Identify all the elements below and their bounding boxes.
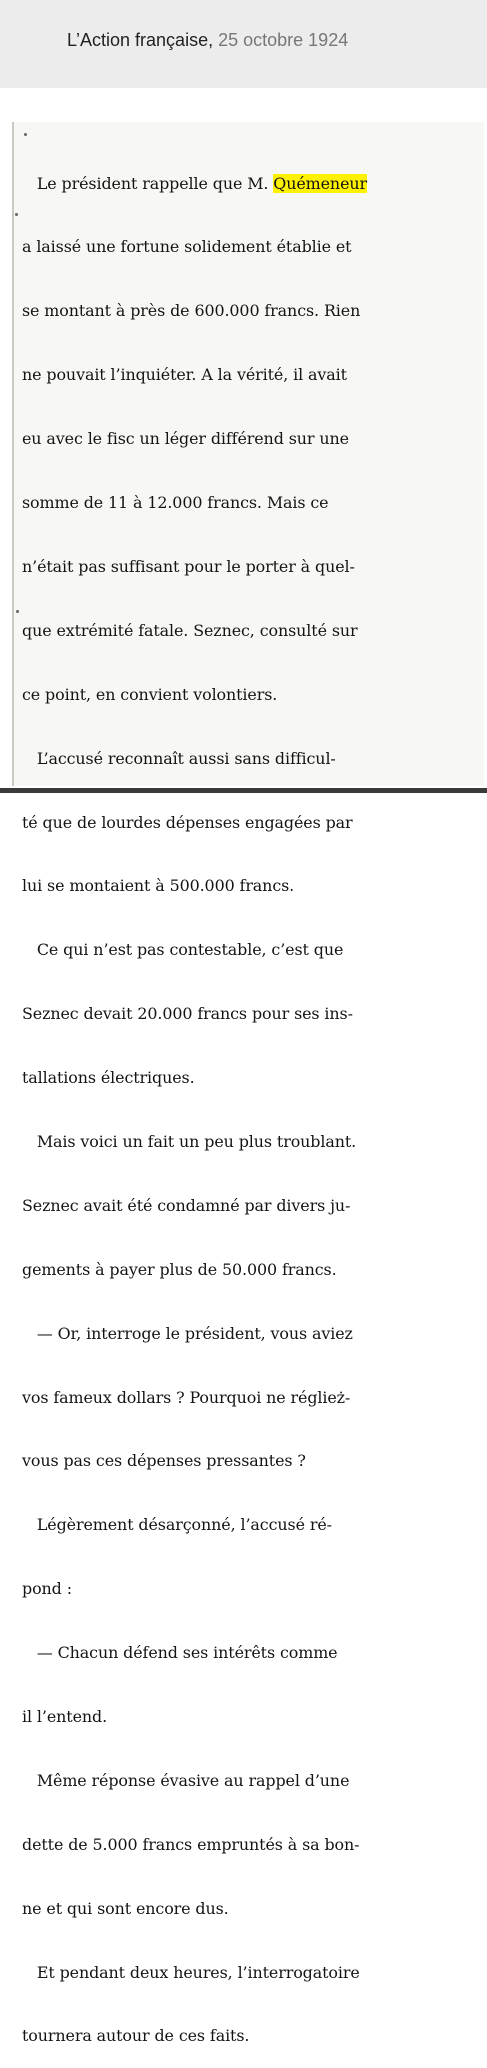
scan-speck — [15, 213, 18, 216]
article-line: L’accusé reconnaît aussi sans difficul- — [22, 748, 336, 768]
article-line: se montant à près de 600.000 francs. Rien — [22, 301, 361, 321]
article-line: lui se montaient à 500.000 francs. — [22, 876, 295, 896]
article-line: n’était pas suffisant pour le porter à quel- — [22, 556, 355, 576]
article-line: il l’entend. — [22, 1706, 108, 1726]
article-line: vous pas ces dépenses pressantes ? — [22, 1451, 306, 1471]
highlighted-name: Quémeneur — [273, 173, 368, 193]
article-line: Légèrement désarçonné, l’accusé ré- — [22, 1515, 332, 1535]
article-line: Mais voici un fait un peu plus troublant. — [22, 1131, 357, 1151]
scan-speck — [24, 133, 27, 136]
article-line: Ce qui n’est pas contestable, c’est que — [22, 940, 344, 960]
scan-speck — [16, 610, 19, 613]
article-line: dette de 5.000 francs empruntés à sa bon- — [22, 1834, 360, 1854]
article-line: té que de lourdes dépenses engagées par — [22, 812, 353, 832]
source-header — [0, 0, 487, 88]
publication-date: 25 octobre 1924 — [218, 30, 349, 50]
source-citation — [67, 28, 348, 52]
article-line: Le président rappelle que M. Quémeneur — [22, 173, 368, 193]
publication-name: L’Action française, — [67, 30, 214, 50]
article-line: ne et qui sont encore dus. — [22, 1898, 229, 1918]
article-line: — Chacun défend ses intérêts comme — [22, 1643, 338, 1663]
article-line: que extrémité fatale. Seznec, consulté sur — [22, 620, 358, 640]
article-line: Et pendant deux heures, l’interrogatoire — [22, 1962, 360, 1982]
bottom-border — [0, 788, 487, 793]
article-line: — Or, interroge le président, vous aviez — [22, 1323, 353, 1343]
article-line: pond : — [22, 1579, 72, 1599]
article-line: eu avec le fisc un léger différend sur une — [22, 429, 349, 449]
article-line: Seznec avait été condamné par divers ju- — [22, 1195, 351, 1215]
article-line: ce point, en convient volontiers. — [22, 684, 278, 704]
article-line: Même réponse évasive au rappel d’une — [22, 1770, 350, 1790]
article-line: Seznec devait 20.000 francs pour ses ins- — [22, 1004, 353, 1024]
article-line: ne pouvait l’inquiéter. A la vérité, il avait — [22, 365, 347, 385]
article-line: gements à payer plus de 50.000 francs. — [22, 1259, 337, 1279]
article-line: somme de 11 à 12.000 francs. Mais ce — [22, 493, 329, 513]
article-line: vos fameux dollars ? Pourquoi ne réglież- — [22, 1387, 351, 1407]
article-line: a laissé une fortune solidement établie et — [22, 237, 352, 257]
article-text — [22, 130, 482, 2068]
article-line: tournera autour de ces faits. — [22, 2026, 250, 2046]
article-line: tallations électriques. — [22, 1068, 195, 1088]
